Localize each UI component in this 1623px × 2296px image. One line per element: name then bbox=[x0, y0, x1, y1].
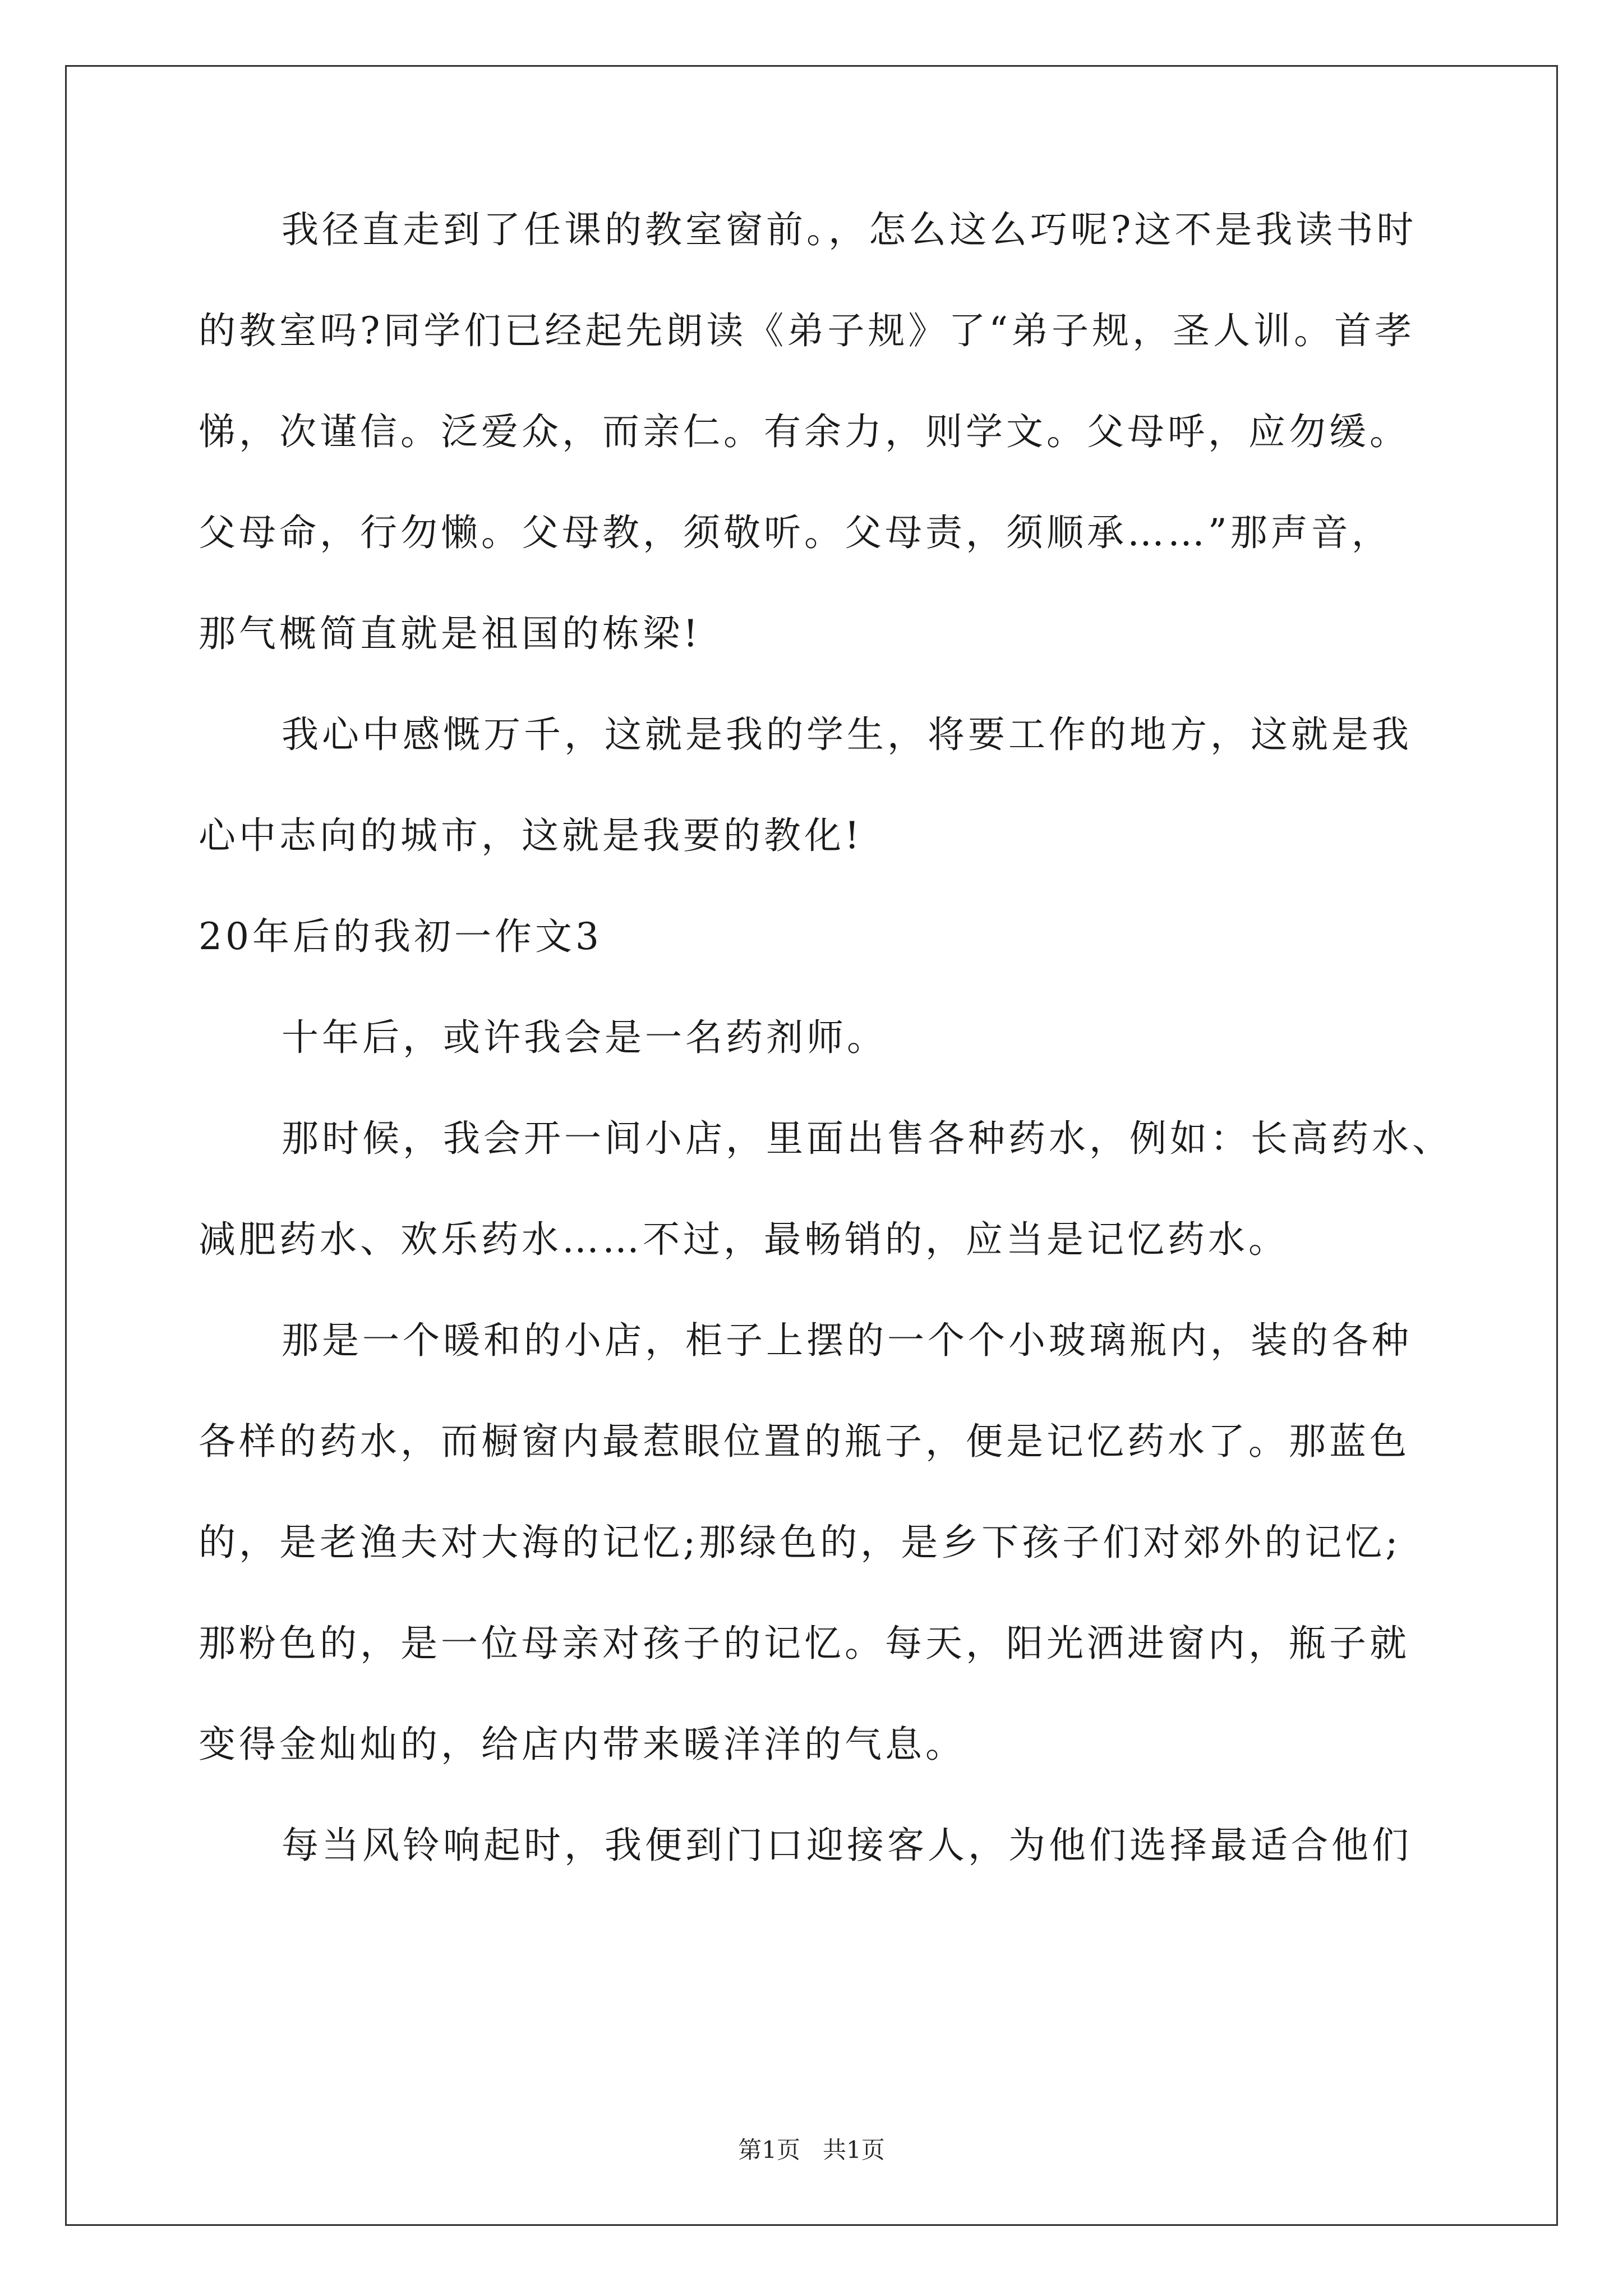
page-total: 共1页 bbox=[823, 2136, 885, 2164]
page-footer bbox=[0, 2136, 1623, 2164]
paragraph-line: 的教室吗?同学们已经起先朗读《弟子规》了“弟子规，圣人训。首孝 bbox=[199, 309, 1415, 352]
paragraph-line: 变得金灿灿的，给店内带来暖洋洋的气息。 bbox=[199, 1723, 966, 1766]
paragraph-line: 那粉色的，是一位母亲对孩子的记忆。每天，阳光洒进窗内，瓶子就 bbox=[199, 1622, 1410, 1665]
paragraph-line: 十年后，或许我会是一名药剂师。 bbox=[282, 1016, 887, 1059]
paragraph-line: 减肥药水、欢乐药水……不过，最畅销的，应当是记忆药水。 bbox=[199, 1218, 1289, 1261]
paragraph-line: 的，是老渔夫对大海的记忆;那绿色的，是乡下孩子们对郊外的记忆; bbox=[199, 1521, 1401, 1564]
paragraph-line: 悌，次谨信。泛爱众，而亲仁。有余力，则学文。父母呼，应勿缓。 bbox=[199, 410, 1410, 453]
paragraph-line: 那时候，我会开一间小店，里面出售各种药水，例如：长高药水、 bbox=[282, 1117, 1453, 1160]
paragraph-line: 那气概简直就是祖国的栋梁! bbox=[199, 612, 702, 655]
page-number: 第1页 bbox=[738, 2136, 800, 2164]
paragraph-line: 每当风铃响起时，我便到门口迎接客人，为他们选择最适合他们 bbox=[282, 1824, 1412, 1867]
paragraph-line: 那是一个暖和的小店，柜子上摆的一个个小玻璃瓶内，装的各种 bbox=[282, 1319, 1412, 1362]
paragraph-line: 各样的药水，而橱窗内最惹眼位置的瓶子，便是记忆药水了。那蓝色 bbox=[199, 1420, 1410, 1463]
paragraph-line: 我径直走到了任课的教室窗前。，怎么这么巧呢?这不是我读书时 bbox=[282, 208, 1417, 251]
paragraph-line: 我心中感慨万千，这就是我的学生，将要工作的地方，这就是我 bbox=[282, 713, 1412, 756]
paragraph-line: 父母命，行勿懒。父母教，须敬听。父母责，须顺承……”那声音， bbox=[199, 511, 1392, 554]
paragraph-line: 心中志向的城市，这就是我要的教化! bbox=[199, 814, 863, 857]
section-heading: 20年后的我初一作文3 bbox=[199, 915, 602, 958]
